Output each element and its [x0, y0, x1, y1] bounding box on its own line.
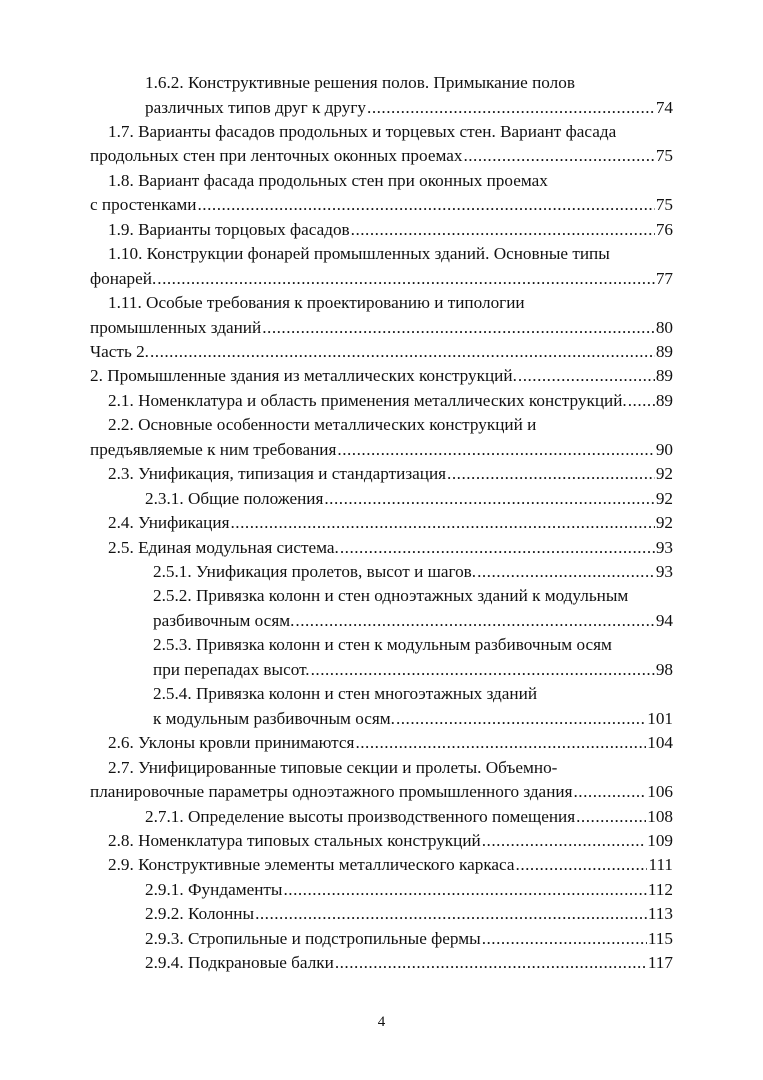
- dot-leader: [282, 877, 646, 902]
- toc-line: [0, 559, 763, 584]
- dot-leader: [481, 828, 646, 853]
- toc-entry-title: 2.5.2. Привязка колонн и стен одноэтажных зданий к модульным: [153, 586, 629, 606]
- toc-page-number: 74: [655, 97, 673, 117]
- toc-entry-title: 1.10. Конструкции фонарей промышленных зданий. Основные типы: [108, 244, 610, 264]
- toc-entry-title: предъявляемые к ним требования: [90, 439, 337, 459]
- toc-line: [0, 461, 763, 486]
- toc-entry-title: 1.8. Вариант фасада продольных стен при оконных проемах: [108, 170, 548, 190]
- toc-entry-title: 2.8. Номенклатура типовых стальных конструкций: [108, 830, 481, 850]
- dot-leader: [294, 608, 654, 633]
- toc-page-number: 108: [647, 806, 673, 826]
- toc-line: [0, 70, 763, 95]
- toc-line: [0, 119, 763, 144]
- toc-line: [0, 217, 763, 242]
- toc-line: [0, 315, 763, 340]
- toc-page-number: 93: [655, 562, 673, 581]
- dot-leader: [254, 901, 647, 926]
- dot-leader: [627, 388, 655, 413]
- dot-leader: [462, 143, 654, 168]
- toc-line: [0, 290, 763, 315]
- dot-leader: [334, 950, 647, 975]
- dot-leader: [197, 192, 655, 217]
- dot-leader: [517, 363, 655, 388]
- toc-page-number: 89: [655, 390, 673, 410]
- toc-entry-title: 2.9.1. Фундаменты: [145, 879, 283, 899]
- toc-line: [0, 339, 763, 364]
- toc-line: [0, 95, 763, 120]
- dot-leader: [573, 779, 647, 804]
- toc-page-number: 76: [655, 219, 673, 239]
- toc-entry-title: 2.2. Основные особенности металлических конструкций и: [108, 415, 537, 435]
- toc-entry-title: 2.4. Унификация: [108, 513, 230, 533]
- dot-leader: [230, 510, 655, 535]
- toc-page-number: 106: [647, 782, 673, 801]
- toc-page-number: 101: [647, 708, 673, 728]
- dot-leader: [350, 217, 655, 242]
- toc-entry-title: Часть 2.: [90, 341, 149, 361]
- toc-entry-title: 2.9.2. Колонны: [145, 904, 255, 924]
- toc-page-number: 94: [655, 610, 673, 630]
- toc-entry-title: промышленных зданий: [90, 317, 262, 337]
- toc-line: [0, 241, 763, 266]
- toc-page-number: 109: [647, 830, 673, 850]
- toc-page-number: 89: [655, 366, 673, 386]
- dot-leader: [310, 657, 655, 682]
- toc-page-number: 77: [655, 268, 673, 288]
- toc-line: [0, 828, 763, 853]
- toc-line: [0, 926, 763, 951]
- toc-line: [0, 510, 763, 535]
- dot-leader: [366, 95, 655, 120]
- toc-page-number: 75: [655, 195, 673, 215]
- toc-entry-title: при перепадах высот.: [153, 659, 310, 679]
- dot-leader: [339, 535, 655, 560]
- toc-page-number: 112: [647, 879, 673, 899]
- toc-line: [0, 608, 763, 633]
- toc-entry-title: 2.5.1. Унификация пролетов, высот и шагов.: [153, 562, 477, 581]
- dot-leader: [515, 852, 648, 877]
- dot-leader: [395, 706, 646, 731]
- toc-entry-title: 1.11. Особые требования к проектированию и типологии: [108, 293, 525, 312]
- toc-entry-title: различных типов друг к другу: [145, 97, 367, 117]
- toc-entry-title: 2.9. Конструктивные элементы металлического каркаса: [108, 855, 515, 875]
- toc-line: [0, 804, 763, 829]
- dot-leader: [575, 804, 646, 829]
- toc-line: [0, 192, 763, 217]
- dot-leader: [354, 730, 646, 755]
- toc-entry-title: 2.9.4. Подкрановые балки: [145, 953, 334, 973]
- toc-page-number: 80: [655, 317, 673, 337]
- page-number: 4: [377, 1014, 386, 1030]
- dot-leader: [476, 559, 655, 584]
- dot-leader: [156, 266, 655, 291]
- dot-leader: [261, 315, 655, 340]
- toc-line: [0, 877, 763, 902]
- dot-leader: [446, 461, 655, 486]
- toc-page-number: 113: [647, 904, 673, 924]
- toc-entry-title: 2.1. Номенклатура и область применения металлических конструкций.: [108, 390, 627, 410]
- toc-line: [0, 901, 763, 926]
- toc-page-number: 117: [647, 953, 673, 973]
- toc-entry-title: 2.7. Унифицированные типовые секции и пролеты. Объемно-: [108, 757, 558, 777]
- toc-line: [0, 950, 763, 975]
- dot-leader: [323, 486, 654, 511]
- toc-entry-title: планировочные параметры одноэтажного промышленного здания: [90, 782, 573, 801]
- toc-line: [0, 706, 763, 731]
- toc-line: [0, 730, 763, 755]
- toc-entry-title: 2.9.3. Стропильные и подстропильные фермы: [145, 928, 481, 948]
- toc-entry-title: 2.5. Единая модульная система.: [108, 537, 339, 557]
- toc-line: [0, 437, 763, 462]
- toc-line: [0, 852, 763, 877]
- toc-entry-title: с простенками: [90, 195, 197, 215]
- toc-page-number: 115: [647, 928, 673, 948]
- toc-entry-title: к модульным разбивочным осям.: [153, 708, 395, 728]
- toc-entry-title: 2.5.4. Привязка колонн и стен многоэтажных зданий: [153, 684, 538, 704]
- toc-entry-title: 2. Промышленные здания из металлических конструкций.: [90, 366, 517, 386]
- toc-line: [0, 779, 763, 804]
- toc-entry-title: разбивочным осям.: [153, 610, 295, 630]
- dot-leader: [149, 339, 655, 364]
- toc-entry-title: 2.6. Уклоны кровли принимаются: [108, 733, 355, 753]
- toc-entry-title: продольных стен при ленточных оконных проемах: [90, 146, 463, 166]
- toc-line: [0, 168, 763, 193]
- dot-leader: [481, 926, 647, 951]
- toc-entry-title: фонарей.: [90, 268, 157, 288]
- toc-line: [0, 143, 763, 168]
- toc-entry-title: 1.7. Варианты фасадов продольных и торцевых стен. Вариант фасада: [108, 121, 617, 141]
- toc-line: [0, 755, 763, 780]
- toc-page-number: 92: [655, 488, 673, 508]
- toc-page-number: 92: [655, 513, 673, 533]
- toc-entry-title: 2.7.1. Определение высоты производственного помещения: [145, 806, 576, 826]
- toc-line: [0, 657, 763, 682]
- toc-line: [0, 681, 763, 706]
- toc-line: [0, 486, 763, 511]
- toc-entry-title: 2.3. Унификация, типизация и стандартизация: [108, 464, 447, 484]
- toc-line: [0, 535, 763, 560]
- toc-page-number: 75: [655, 146, 673, 166]
- toc-entry-title: 2.3.1. Общие положения: [145, 488, 324, 508]
- dot-leader: [336, 437, 654, 462]
- toc-line: [0, 583, 763, 608]
- toc-page-number: 104: [647, 733, 673, 753]
- toc-page-number: 92: [655, 464, 673, 484]
- toc-page-number: 93: [655, 537, 673, 557]
- toc-entry-title: 1.9. Варианты торцовых фасадов: [108, 219, 350, 239]
- toc-page-number: 111: [648, 855, 673, 875]
- toc-page-number: 98: [655, 659, 673, 679]
- toc-entry-title: 2.5.3. Привязка колонн и стен к модульным разбивочным осям: [153, 635, 612, 655]
- toc-page-number: 89: [655, 341, 673, 361]
- toc-line: [0, 266, 763, 291]
- toc-page-number: 90: [655, 439, 673, 459]
- toc-line: [0, 632, 763, 657]
- toc-line: [0, 363, 763, 388]
- toc-entry-title: 1.6.2. Конструктивные решения полов. Примыкание полов: [145, 73, 575, 92]
- toc-line: [0, 412, 763, 437]
- toc-line: [0, 388, 763, 413]
